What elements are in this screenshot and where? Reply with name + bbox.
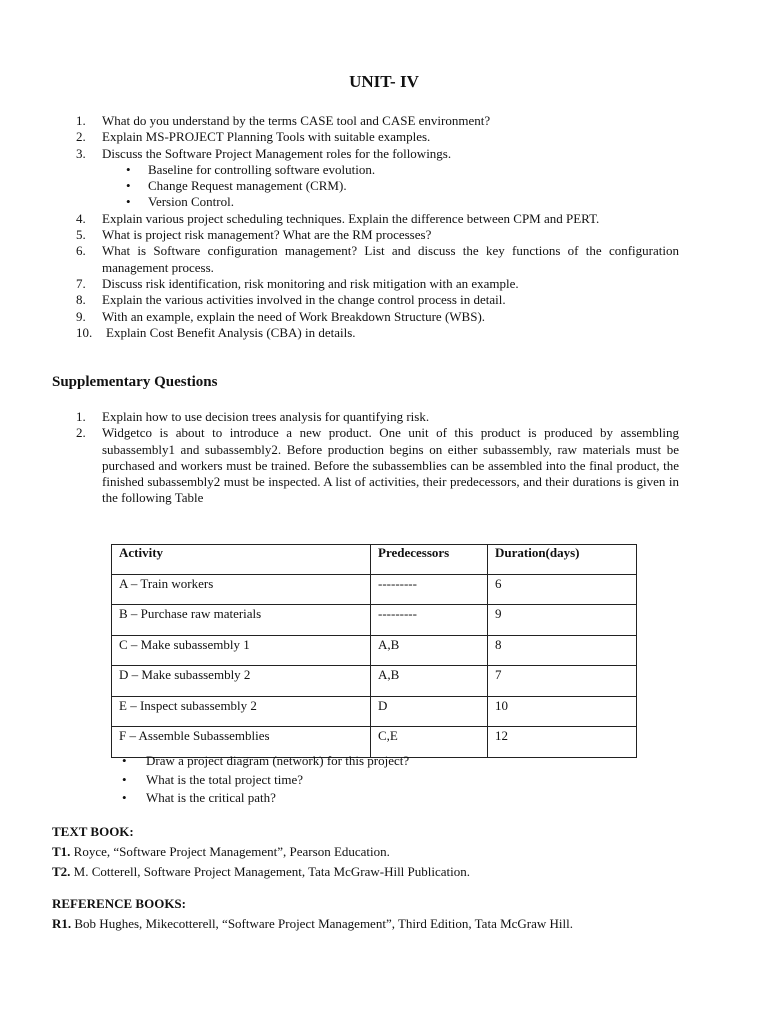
- table-row: [112, 696, 637, 727]
- question-number: 8.: [76, 292, 86, 308]
- cell-duration: 9: [488, 605, 637, 636]
- bullet-icon: •: [122, 771, 127, 787]
- question-item: [76, 243, 679, 276]
- followup-list: [122, 752, 409, 808]
- text-book-text: M. Cotterell, Software Project Management, Tata McGraw-Hill Publication.: [73, 864, 471, 879]
- cell-activity: E – Inspect subassembly 2: [112, 696, 371, 727]
- table-row: [112, 666, 637, 697]
- cell-predecessors: A,B: [371, 635, 488, 666]
- text-book-text: Royce, “Software Project Management”, Pearson Education.: [73, 844, 390, 859]
- question-item: [76, 113, 679, 129]
- supplementary-item: [76, 409, 679, 425]
- sub-item-text: Change Request management (CRM).: [148, 178, 347, 194]
- cell-activity: C – Make subassembly 1: [112, 635, 371, 666]
- activity-table-wrapper: [111, 544, 637, 758]
- bullet-icon: •: [126, 161, 131, 177]
- question-text: Explain Cost Benefit Analysis (CBA) in details.: [106, 324, 356, 340]
- question-text: What do you understand by the terms CASE tool and CASE environment?: [102, 113, 491, 128]
- bullet-icon: •: [122, 753, 127, 768]
- cell-predecessors: C,E: [371, 727, 488, 758]
- references-section: [52, 822, 573, 934]
- table-row: [112, 574, 637, 605]
- text-book-tag: T2.: [52, 864, 71, 879]
- sub-item-text: Version Control.: [148, 194, 234, 210]
- reference-books-heading: REFERENCE BOOKS:: [52, 896, 186, 911]
- question-number: 9.: [76, 308, 86, 324]
- header-duration: Duration(days): [488, 545, 637, 575]
- reference-book-tag: R1.: [52, 916, 72, 931]
- sub-list-item: [126, 178, 679, 194]
- question-item: [76, 325, 679, 341]
- text-book-tag: T1.: [52, 844, 71, 859]
- reference-book-item: [52, 914, 573, 934]
- supplementary-list: [76, 409, 679, 507]
- cell-predecessors: A,B: [371, 666, 488, 697]
- sub-list-item: [126, 162, 679, 178]
- supplementary-heading: Supplementary Questions: [52, 374, 218, 390]
- question-text: Discuss the Software Project Management roles for the followings.: [102, 145, 452, 161]
- question-item: [76, 146, 679, 211]
- question-text: Explain MS-PROJECT Planning Tools with suitable examples.: [102, 129, 431, 145]
- cell-predecessors: ---------: [371, 574, 488, 605]
- question-item: [76, 309, 679, 325]
- text-book-item: [52, 842, 573, 862]
- table-row: [112, 635, 637, 666]
- question-number: 10.: [76, 324, 93, 340]
- followup-item: [122, 789, 409, 808]
- cell-duration: 6: [488, 574, 637, 605]
- followup-item: [122, 752, 409, 771]
- question-text: With an example, explain the need of Work Breakdown Structure (WBS).: [102, 308, 486, 324]
- cell-activity: F – Assemble Subassemblies: [112, 727, 371, 758]
- question-text: What is Software configuration management? List and discuss the key functions of the configuration management process.: [102, 243, 679, 275]
- question-number: 4.: [76, 210, 86, 226]
- text-book-item: [52, 862, 573, 882]
- reference-books-block: [52, 894, 573, 934]
- cell-activity: D – Make subassembly 2: [112, 666, 371, 697]
- cell-activity: B – Purchase raw materials: [112, 605, 371, 636]
- supplementary-text: Widgetco is about to introduce a new product. One unit of this product is produced by assembling subassembly1 and subassembly2. Before production begins on either subassembly, raw materials must be purchased and workers must be trained. Before the subassemblies can be assembled into the final product, the finished subassembly2 must be inspected. A list of activities, their predecessors, and their durations is given in the following Table: [102, 425, 679, 506]
- question-number: 1.: [76, 113, 86, 128]
- cell-duration: 7: [488, 666, 637, 697]
- question-number: 2.: [76, 129, 86, 145]
- unit-title: UNIT- IV: [349, 72, 419, 91]
- question-list: [76, 113, 679, 341]
- reference-book-text: Bob Hughes, Mikecotterell, “Software Project Management”, Third Edition, Tata McGraw Hill.: [74, 916, 574, 931]
- cell-duration: 12: [488, 727, 637, 758]
- question-number: 7.: [76, 275, 86, 291]
- bullet-icon: •: [122, 790, 127, 806]
- question-number: 3.: [76, 145, 86, 161]
- header-activity: Activity: [112, 545, 371, 575]
- table-row: [112, 605, 637, 636]
- question-item: [76, 292, 679, 308]
- question-item: [76, 227, 679, 243]
- cell-duration: 8: [488, 635, 637, 666]
- cell-activity: A – Train workers: [112, 574, 371, 605]
- supplementary-text: Explain how to use decision trees analysis for quantifying risk.: [102, 409, 430, 424]
- bullet-icon: •: [126, 194, 131, 210]
- text-book-heading: TEXT BOOK:: [52, 824, 134, 839]
- followup-text: What is the total project time?: [146, 771, 304, 787]
- cell-predecessors: ---------: [371, 605, 488, 636]
- question-item: [76, 129, 679, 145]
- header-predecessors: Predecessors: [371, 545, 488, 575]
- supplementary-number: 1.: [76, 409, 86, 424]
- followup-text: Draw a project diagram (network) for this project?: [146, 753, 410, 768]
- question-number: 5.: [76, 227, 86, 243]
- supplementary-item: [76, 425, 679, 506]
- question-number: 6.: [76, 243, 86, 259]
- question-sub-list: [102, 162, 679, 211]
- activity-table: [111, 544, 637, 758]
- cell-duration: 10: [488, 696, 637, 727]
- bullet-icon: •: [126, 178, 131, 194]
- followup-item: [122, 771, 409, 790]
- followup-text: What is the critical path?: [146, 790, 276, 806]
- sub-item-text: Baseline for controlling software evolution.: [148, 161, 376, 177]
- table-header-row: [112, 545, 637, 575]
- sub-list-item: [126, 194, 679, 210]
- supplementary-number: 2.: [76, 425, 86, 441]
- question-text: Discuss risk identification, risk monitoring and risk mitigation with an example.: [102, 275, 519, 291]
- cell-predecessors: D: [371, 696, 488, 727]
- question-text: What is project risk management? What are the RM processes?: [102, 227, 432, 243]
- question-text: Explain the various activities involved in the change control process in detail.: [102, 292, 506, 308]
- question-item: [76, 211, 679, 227]
- question-text: Explain various project scheduling techniques. Explain the difference between CPM and PERT.: [102, 210, 600, 226]
- question-item: [76, 276, 679, 292]
